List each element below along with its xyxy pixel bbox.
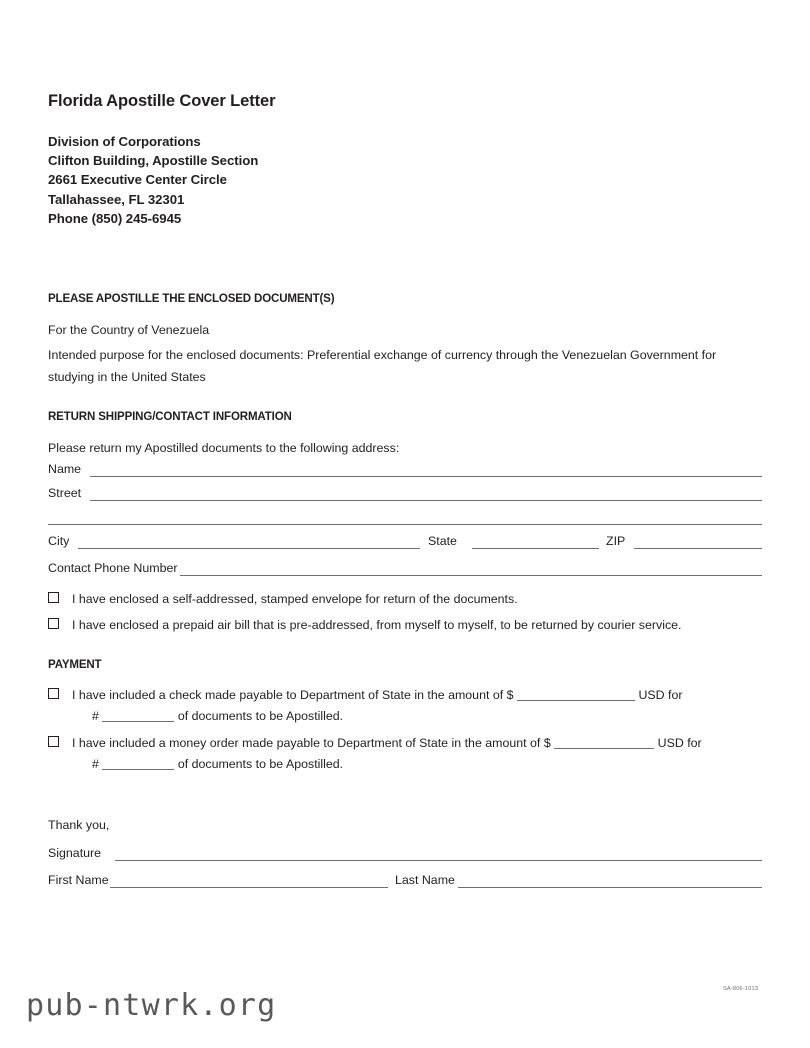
label-first-name: First Name xyxy=(48,873,109,887)
payment-check-amount-blank[interactable] xyxy=(517,689,635,701)
checkbox-self-addressed-envelope[interactable] xyxy=(48,592,59,603)
payment-check-count-suffix: of documents to be Apostilled. xyxy=(177,709,344,723)
closing-thank-you: Thank you, xyxy=(48,818,110,832)
checkbox-row-prepaid-air-bill[interactable] xyxy=(48,615,762,636)
payment-money-order-prefix: I have included a money order made payable to Department of State in the amount of $ xyxy=(72,736,551,750)
payment-check-suffix: USD for xyxy=(638,688,683,702)
checkbox-label-payment-money-order xyxy=(72,733,762,775)
checkbox-payment-check[interactable] xyxy=(48,688,59,699)
return-instruction: Please return my Apostilled documents to the following address: xyxy=(48,441,400,455)
apostille-country-line: For the Country of Venezuela xyxy=(48,323,210,337)
agency-division: Division of Corporations xyxy=(48,134,201,149)
payment-money-order-count-line xyxy=(92,754,762,775)
section-heading-apostille: PLEASE APOSTILLE THE ENCLOSED DOCUMENT(S) xyxy=(48,291,335,305)
field-row-signature xyxy=(48,845,762,865)
checkbox-label-self-addressed-envelope: I have enclosed a self-addressed, stamped envelope for return of the documents. xyxy=(72,592,518,606)
payment-money-order-count-blank[interactable] xyxy=(102,758,174,770)
section-heading-payment: PAYMENT xyxy=(48,657,102,671)
label-name: Name xyxy=(48,462,82,476)
label-city: City xyxy=(48,534,70,548)
checkbox-prepaid-air-bill[interactable] xyxy=(48,618,59,629)
state-input-rule[interactable] xyxy=(472,548,599,549)
label-street: Street xyxy=(48,486,82,500)
signature-input-rule[interactable] xyxy=(115,860,762,861)
payment-money-order-count-prefix: # xyxy=(92,757,99,771)
payment-money-order-suffix: USD for xyxy=(657,736,702,750)
field-row-street xyxy=(48,485,762,505)
payment-check-count-blank[interactable] xyxy=(102,710,174,722)
watermark: pub-ntwrk.org xyxy=(26,988,277,1023)
city-input-rule[interactable] xyxy=(78,548,420,549)
payment-check-prefix: I have included a check made payable to Department of State in the amount of $ xyxy=(72,688,514,702)
field-row-name xyxy=(48,461,762,481)
payment-check-count-line xyxy=(92,706,762,727)
name-input-rule[interactable] xyxy=(90,476,762,477)
agency-phone: Phone (850) 245-6945 xyxy=(48,210,182,226)
checkbox-label-payment-check xyxy=(72,685,762,727)
page-title: Florida Apostille Cover Letter xyxy=(48,92,276,110)
label-contact-phone: Contact Phone Number xyxy=(48,561,178,575)
label-zip: ZIP xyxy=(606,534,626,548)
label-state: State xyxy=(428,534,457,548)
street-line-2-input-rule[interactable] xyxy=(48,524,762,525)
payment-money-order-amount-blank[interactable] xyxy=(554,737,654,749)
zip-input-rule[interactable] xyxy=(634,548,762,549)
label-last-name: Last Name xyxy=(395,873,455,887)
checkbox-row-self-addressed-envelope[interactable] xyxy=(48,589,762,610)
checkbox-label-prepaid-air-bill: I have enclosed a prepaid air bill that is pre-addressed, from myself to myself, to be returned by courier service. xyxy=(72,618,682,632)
payment-check-count-prefix: # xyxy=(92,709,99,723)
agency-address-block xyxy=(48,132,258,228)
agency-street: 2661 Executive Center Circle xyxy=(48,172,227,188)
agency-building: Clifton Building, Apostille Section xyxy=(48,153,259,169)
contact-phone-input-rule[interactable] xyxy=(180,575,762,576)
last-name-input-rule[interactable] xyxy=(458,887,762,888)
label-signature: Signature xyxy=(48,846,102,860)
field-row-first-last-name xyxy=(48,872,762,892)
checkbox-payment-money-order[interactable] xyxy=(48,736,59,747)
first-name-input-rule[interactable] xyxy=(110,887,388,888)
field-row-street-line-2 xyxy=(48,509,762,529)
section-heading-return-shipping: RETURN SHIPPING/CONTACT INFORMATION xyxy=(48,409,292,423)
agency-city-state-zip: Tallahassee, FL 32301 xyxy=(48,191,185,207)
apostille-purpose-line: Intended purpose for the enclosed documents: Preferential exchange of currency through the Venezuelan Government for studying in the United States xyxy=(48,348,717,384)
checkbox-row-payment-check[interactable] xyxy=(48,685,762,727)
form-code: SA-806-1013 xyxy=(723,986,759,992)
street-input-rule[interactable] xyxy=(90,500,762,501)
field-row-contact-phone xyxy=(48,560,762,580)
payment-money-order-count-suffix: of documents to be Apostilled. xyxy=(177,757,344,771)
field-row-city-state-zip xyxy=(48,533,762,553)
checkbox-row-payment-money-order[interactable] xyxy=(48,733,762,775)
